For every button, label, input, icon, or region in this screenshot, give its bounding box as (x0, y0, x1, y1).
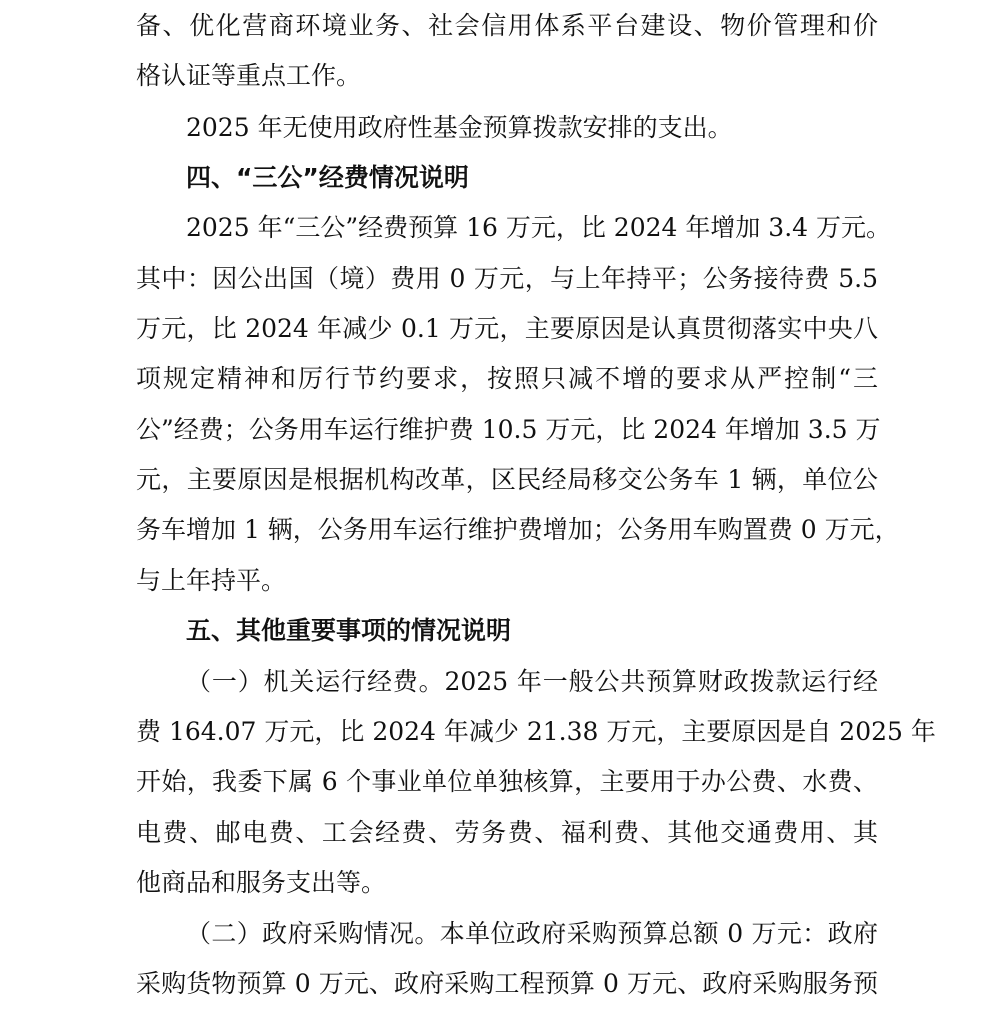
paragraph-line: 与上年持平。 (136, 566, 287, 595)
paragraph-line: 2025 年无使用政府性基金预算拨款安排的支出。 (186, 113, 733, 142)
paragraph-line: 费 164.07 万元，比 2024 年减少 21.38 万元，主要原因是自 2025 年 (136, 717, 936, 746)
section-heading: 五、其他重要事项的情况说明 (186, 616, 512, 645)
paragraph-line: 格认证等重点工作。 (136, 61, 362, 90)
paragraph-line: 其中：因公出国（境）费用 0 万元，与上年持平；公务接待费 5.5 (136, 264, 878, 293)
paragraph-line: 元，主要原因是根据机构改革，区民经局移交公务车 1 辆，单位公 (136, 465, 878, 494)
paragraph-line: 采购货物预算 0 万元、政府采购工程预算 0 万元、政府采购服务预 (136, 969, 878, 998)
paragraph-line: 电费、邮电费、工会经费、劳务费、福利费、其他交通费用、其 (136, 818, 878, 847)
paragraph-line: 万元，比 2024 年减少 0.1 万元，主要原因是认真贯彻落实中央八 (136, 314, 878, 343)
paragraph-line: 公”经费；公务用车运行维护费 10.5 万元，比 2024 年增加 3.5 万 (136, 415, 881, 444)
paragraph-line: 2025 年“三公”经费预算 16 万元，比 2024 年增加 3.4 万元。 (186, 213, 892, 242)
paragraph-line: 开始，我委下属 6 个事业单位单独核算，主要用于办公费、水费、 (136, 767, 878, 796)
paragraph-line: （二）政府采购情况。本单位政府采购预算总额 0 万元：政府 (186, 919, 878, 948)
paragraph-line: 务车增加 1 辆，公务用车运行维护费增加；公务用车购置费 0 万元， (136, 515, 900, 544)
section-heading: 四、“三公”经费情况说明 (186, 163, 469, 192)
paragraph-line: 他商品和服务支出等。 (136, 868, 387, 897)
paragraph-line: 备、优化营商环境业务、社会信用体系平台建设、物价管理和价 (136, 11, 878, 40)
paragraph-line: （一）机关运行经费。2025 年一般公共预算财政拨款运行经 (186, 667, 878, 696)
paragraph-line: 项规定精神和厉行节约要求，按照只减不增的要求从严控制“三 (136, 364, 878, 393)
